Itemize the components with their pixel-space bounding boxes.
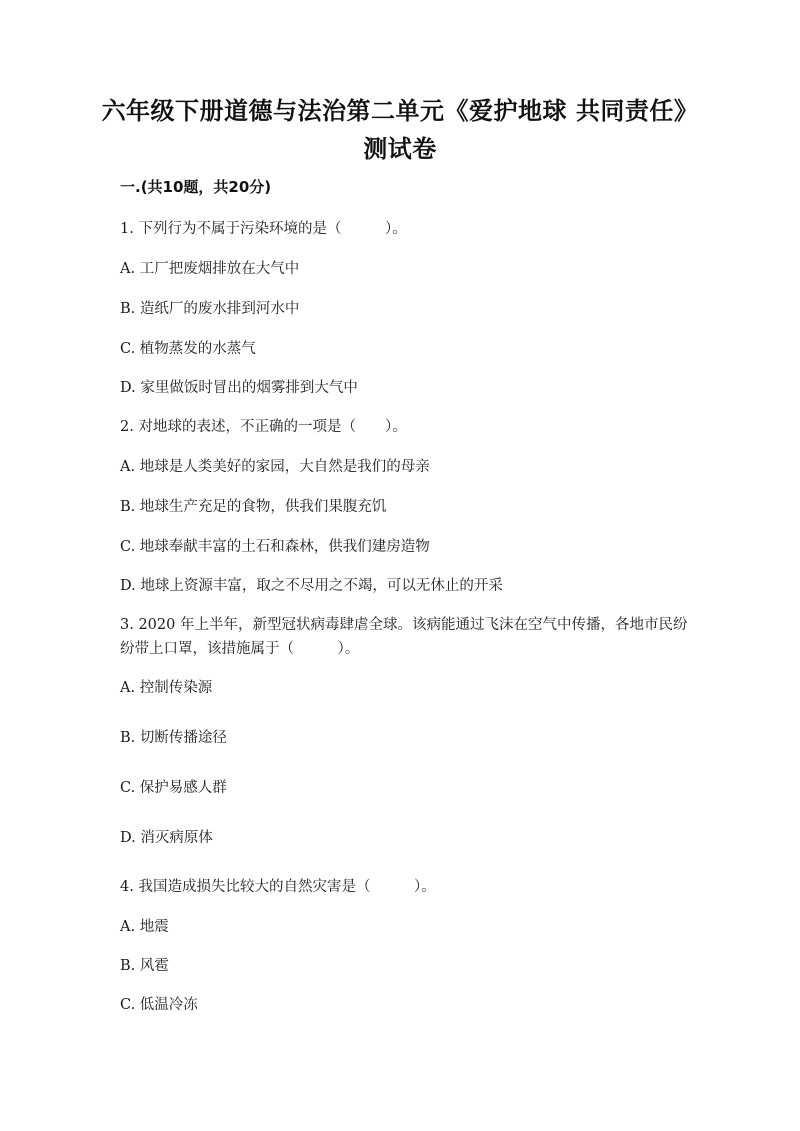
question-2-option-d: D. 地球上资源丰富，取之不尽用之不竭，可以无休止的开采 [120, 578, 503, 594]
question-2-stem: 2. 对地球的表述，不正确的一项是（ ）。 [120, 419, 407, 435]
page-title: 六年级下册道德与法治第二单元《爱护地球 共同责任》测试卷 [101, 97, 699, 163]
question-4-option-b: B. 风雹 [120, 958, 169, 974]
question-4-option-a: A. 地震 [120, 919, 169, 935]
question-3-stem: 3. 2020 年上半年，新型冠状病毒肆虐全球。该病能通过飞沫在空气中传播，各地市民纷纷带上口罩，该措施属于（ ）。 [120, 617, 688, 657]
question-1-option-d: D. 家里做饭时冒出的烟雾排到大气中 [120, 380, 358, 396]
question-2-option-c: C. 地球奉献丰富的土石和森林，供我们建房造物 [120, 539, 430, 555]
section-header: 一.(共10题，共20分) [120, 178, 272, 196]
question-1-option-a: A. 工厂把废烟排放在大气中 [120, 261, 300, 277]
question-2-option-a: A. 地球是人类美好的家园，大自然是我们的母亲 [120, 459, 430, 475]
question-3-option-a: A. 控制传染源 [120, 680, 213, 696]
question-3-option-b: B. 切断传播途径 [120, 730, 227, 746]
question-3-option-d: D. 消灭病原体 [120, 830, 213, 846]
question-1-option-b: B. 造纸厂的废水排到河水中 [120, 301, 300, 317]
question-4-stem: 4. 我国造成损失比较大的自然灾害是（ ）。 [120, 879, 436, 895]
question-2-option-b: B. 地球生产充足的食物，供我们果腹充饥 [120, 499, 387, 515]
question-3-option-c: C. 保护易感人群 [120, 780, 227, 796]
question-1-stem: 1. 下列行为不属于污染环境的是（ ）。 [120, 221, 407, 237]
question-4-option-c: C. 低温冷冻 [120, 997, 198, 1013]
question-1-option-c: C. 植物蒸发的水蒸气 [120, 341, 256, 357]
